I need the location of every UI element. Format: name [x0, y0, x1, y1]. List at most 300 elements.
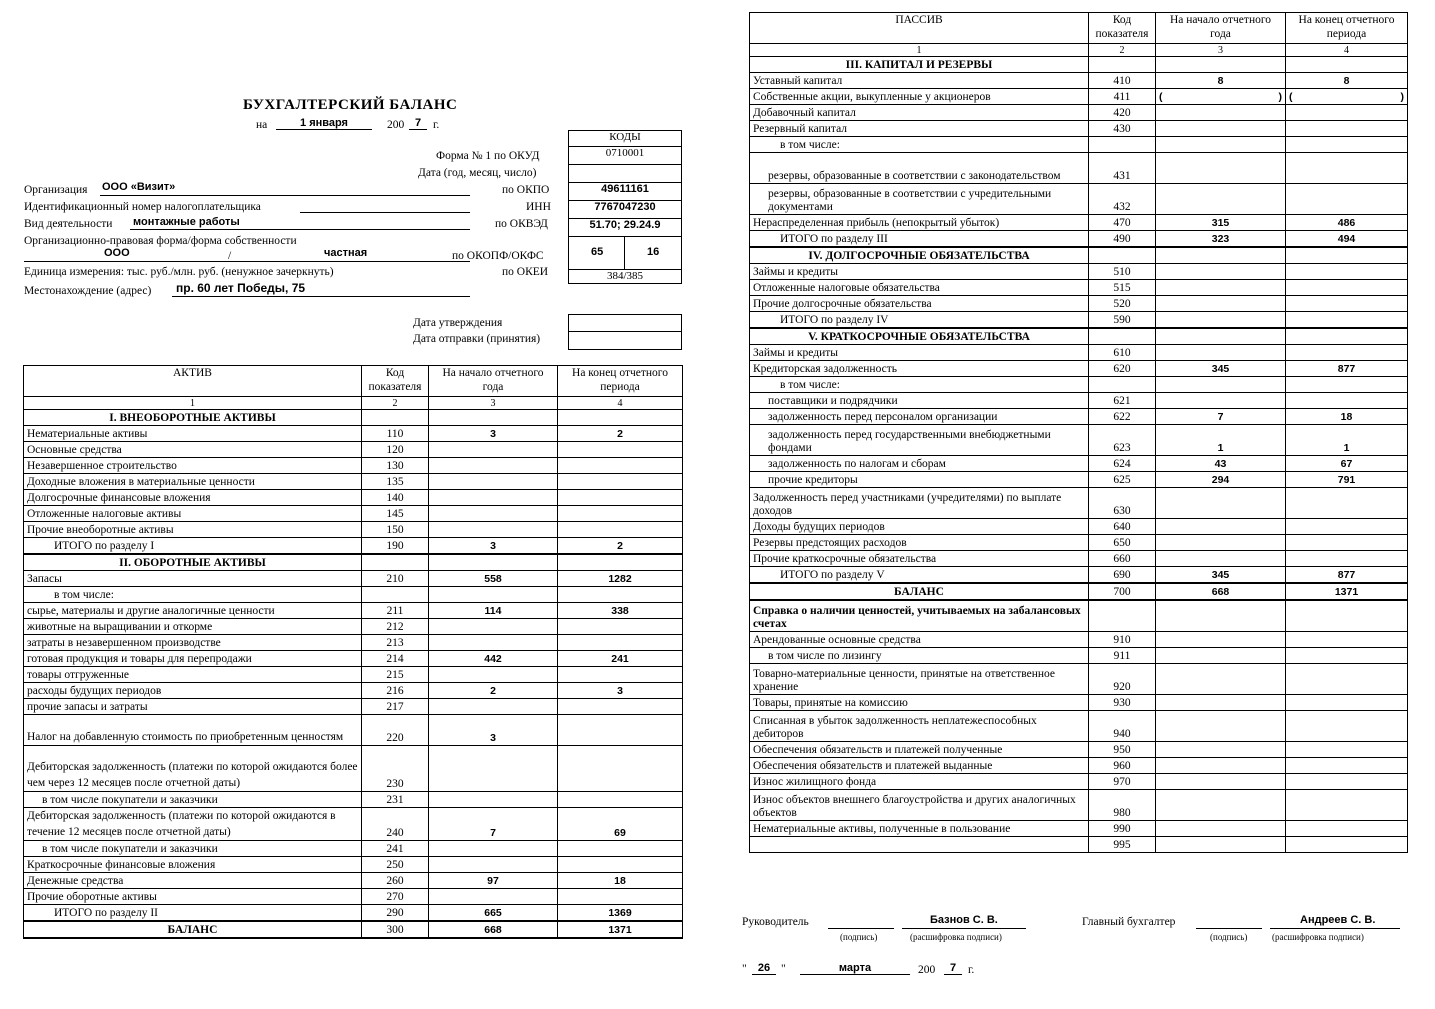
row-value-end: [558, 442, 683, 458]
table-row: [24, 587, 683, 603]
row-value-end: 8: [1286, 73, 1408, 89]
row-value-end: [1286, 345, 1408, 361]
row-code: 120: [362, 442, 429, 458]
row-value-start: [429, 410, 558, 426]
table-row: [24, 746, 683, 792]
row-code: 660: [1089, 551, 1156, 567]
head-sign-line: [828, 928, 894, 929]
okopf-codes: [569, 237, 681, 270]
row-label: Нематериальные активы, полученные в пользование: [750, 821, 1089, 837]
row-label: Обеспечения обязательств и платежей полученные: [750, 742, 1089, 758]
table-row: [24, 458, 683, 474]
row-code: 431: [1089, 153, 1156, 184]
column-header: На конец отчетного периода: [558, 366, 683, 397]
chief-label: Главный бухгалтер: [1082, 916, 1176, 928]
row-value-start: [429, 792, 558, 808]
table-row: [750, 280, 1408, 296]
row-code: 520: [1089, 296, 1156, 312]
row-code: 590: [1089, 312, 1156, 329]
date-label: Дата (год, месяц, число): [418, 167, 537, 179]
table-row: [24, 490, 683, 506]
row-code: 430: [1089, 121, 1156, 137]
table-row: [750, 837, 1408, 853]
inn-code: 7767047230: [569, 201, 681, 219]
date-prefix: на: [256, 119, 268, 131]
row-value-start: [429, 889, 558, 905]
row-code: 135: [362, 474, 429, 490]
row-code: 220: [362, 715, 429, 746]
column-number: 4: [1286, 44, 1408, 57]
row-value-start: [1156, 312, 1286, 329]
activity-label: Вид деятельности: [24, 218, 113, 230]
row-value-start: 323: [1156, 231, 1286, 248]
row-value-end: 1: [1286, 425, 1408, 456]
row-code: 231: [362, 792, 429, 808]
liability-table: [749, 12, 1408, 853]
row-code: 215: [362, 667, 429, 683]
row-label: БАЛАНС: [750, 583, 1089, 600]
okved-label: по ОКВЭД: [495, 218, 548, 230]
row-value-start: 345: [1156, 361, 1286, 377]
okved-code: 51.70; 29.24.9: [569, 219, 681, 237]
head-label: Руководитель: [742, 916, 809, 928]
row-code: [1089, 600, 1156, 632]
row-value-start: [1156, 393, 1286, 409]
asset-table: [23, 365, 683, 939]
row-code: 911: [1089, 648, 1156, 664]
row-label: Справка о наличии ценностей, учитываемых на забалансовых счетах: [750, 600, 1089, 632]
row-value-end: 338: [558, 603, 683, 619]
row-value-end: [1286, 137, 1408, 153]
row-value-start: [429, 699, 558, 715]
report-year-digit: 7: [409, 117, 427, 130]
row-code: [1089, 377, 1156, 393]
row-value-start: [1156, 377, 1286, 393]
row-value-start: [1156, 57, 1286, 73]
chief-sign-caption: (подпись): [1210, 932, 1248, 942]
row-value-start: 345: [1156, 567, 1286, 584]
row-value-end: [558, 746, 683, 792]
table-row: [24, 554, 683, 571]
row-code: 980: [1089, 790, 1156, 821]
row-value-start: 3: [429, 426, 558, 442]
table-row: [750, 231, 1408, 248]
address-line: [172, 296, 470, 297]
report-year-prefix: 200: [387, 119, 405, 131]
report-date-day: 1 января: [276, 117, 372, 130]
row-code: 411: [1089, 89, 1156, 105]
row-label: Займы и кредиты: [750, 345, 1089, 361]
row-value-start: [1156, 551, 1286, 567]
date-quote-close: ": [781, 963, 786, 975]
column-header: На начало отчетного года: [1156, 13, 1286, 44]
table-row: [24, 683, 683, 699]
row-value-start: 7: [429, 808, 558, 841]
table-row: [750, 519, 1408, 535]
row-value-end: [558, 554, 683, 571]
row-label: ИТОГО по разделу II: [24, 905, 362, 922]
row-value-end: [1286, 742, 1408, 758]
row-value-start: [1156, 121, 1286, 137]
table-row: [750, 312, 1408, 329]
org-line: [100, 195, 470, 196]
row-label: ИТОГО по разделу V: [750, 567, 1089, 584]
row-code: 610: [1089, 345, 1156, 361]
row-value-end: 1369: [558, 905, 683, 922]
row-code: [1089, 247, 1156, 264]
row-value-start: [429, 522, 558, 538]
row-label: Займы и кредиты: [750, 264, 1089, 280]
row-label: в том числе покупатели и заказчики: [24, 841, 362, 857]
table-row: [750, 73, 1408, 89]
row-value-start: [1156, 790, 1286, 821]
row-value-end: [1286, 519, 1408, 535]
table-row: [24, 571, 683, 587]
row-code: 995: [1089, 837, 1156, 853]
row-code: 210: [362, 571, 429, 587]
table-row: [750, 551, 1408, 567]
activity-value: монтажные работы: [133, 216, 240, 228]
column-number: 3: [1156, 44, 1286, 57]
table-row: [750, 328, 1408, 345]
row-code: 621: [1089, 393, 1156, 409]
head-name: Базнов С. В.: [930, 914, 998, 926]
row-label: Добавочный капитал: [750, 105, 1089, 121]
row-label: Отложенные налоговые обязательства: [750, 280, 1089, 296]
row-label: в том числе:: [24, 587, 362, 603]
activity-line: [130, 229, 470, 230]
row-value-start: [429, 490, 558, 506]
row-value-start: 2: [429, 683, 558, 699]
row-value-start: [429, 506, 558, 522]
legal-value-1: ООО: [104, 247, 130, 259]
table-row: [24, 426, 683, 442]
row-label: задолженность перед государственными внебюджетными фондами: [750, 425, 1089, 456]
row-value-end: 2: [558, 538, 683, 555]
row-value-start: [429, 442, 558, 458]
row-label: прочие кредиторы: [750, 472, 1089, 488]
table-row: [750, 488, 1408, 519]
table-row: [750, 583, 1408, 600]
column-header: ПАССИВ: [750, 13, 1089, 44]
row-value-end: [558, 490, 683, 506]
approve-label: Дата утверждения: [413, 317, 503, 329]
table-row: [750, 247, 1408, 264]
row-value-start: [1156, 695, 1286, 711]
row-value-start: [429, 619, 558, 635]
legal-line: [24, 261, 470, 262]
row-value-start: 294: [1156, 472, 1286, 488]
row-value-start: [429, 635, 558, 651]
row-value-end: [1286, 535, 1408, 551]
table-row: [750, 215, 1408, 231]
row-label: Доходные вложения в материальные ценности: [24, 474, 362, 490]
table-row: [750, 774, 1408, 790]
row-value-start: [1156, 600, 1286, 632]
row-code: 110: [362, 426, 429, 442]
table-row: [750, 409, 1408, 425]
row-code: 930: [1089, 695, 1156, 711]
row-value-start: [1156, 742, 1286, 758]
row-value-start: [429, 667, 558, 683]
row-value-start: [429, 554, 558, 571]
row-code: 700: [1089, 583, 1156, 600]
table-row: [750, 758, 1408, 774]
row-code: 622: [1089, 409, 1156, 425]
row-code: 241: [362, 841, 429, 857]
row-value-end: 791: [1286, 472, 1408, 488]
table-row: [24, 889, 683, 905]
row-value-end: [1286, 393, 1408, 409]
column-header: Код показателя: [1089, 13, 1156, 44]
sign-year-digit: 7: [944, 962, 962, 975]
row-label: Запасы: [24, 571, 362, 587]
row-code: [362, 587, 429, 603]
row-value-end: [558, 857, 683, 873]
chief-name: Андреев С. В.: [1300, 914, 1376, 926]
row-code: [1089, 137, 1156, 153]
row-value-end: [1286, 551, 1408, 567]
row-label: Долгосрочные финансовые вложения: [24, 490, 362, 506]
row-value-end: [558, 715, 683, 746]
column-header: На начало отчетного года: [429, 366, 558, 397]
row-value-end: [1286, 57, 1408, 73]
table-row: [750, 472, 1408, 488]
row-value-start: [1156, 758, 1286, 774]
paren-close: ): [1278, 91, 1282, 103]
row-value-end: [1286, 488, 1408, 519]
row-code: 920: [1089, 664, 1156, 695]
row-value-end: 877: [1286, 361, 1408, 377]
row-value-start: [1156, 519, 1286, 535]
row-code: 270: [362, 889, 429, 905]
row-label: III. КАПИТАЛ И РЕЗЕРВЫ: [750, 57, 1089, 73]
row-code: 515: [1089, 280, 1156, 296]
row-value-start: 668: [1156, 583, 1286, 600]
row-code: 432: [1089, 184, 1156, 215]
row-code: 510: [1089, 264, 1156, 280]
okud-code: 0710001: [569, 147, 681, 165]
row-value-end: [558, 699, 683, 715]
row-label: Товарно-материальные ценности, принятые на ответственное хранение: [750, 664, 1089, 695]
row-code: 214: [362, 651, 429, 667]
doc-title: БУХГАЛТЕРСКИЙ БАЛАНС: [243, 97, 458, 113]
column-number: 2: [1089, 44, 1156, 57]
column-header: На конец отчетного периода: [1286, 13, 1408, 44]
row-value-start: 3: [429, 715, 558, 746]
row-label: ИТОГО по разделу I: [24, 538, 362, 555]
column-number: 1: [750, 44, 1089, 57]
row-value-start: [1156, 648, 1286, 664]
row-label: Основные средства: [24, 442, 362, 458]
table-row: [750, 711, 1408, 742]
row-value-end: [1286, 711, 1408, 742]
row-label: Нематериальные активы: [24, 426, 362, 442]
row-label: Списанная в убыток задолженность неплатежеспособных дебиторов: [750, 711, 1089, 742]
row-value-end: [558, 667, 683, 683]
row-code: 623: [1089, 425, 1156, 456]
row-label: Собственные акции, выкупленные у акционеров: [750, 89, 1089, 105]
row-value-start: [1156, 137, 1286, 153]
row-value-end: [1286, 648, 1408, 664]
row-value-end: [1286, 664, 1408, 695]
row-code: 211: [362, 603, 429, 619]
row-value-end: [558, 458, 683, 474]
row-label: Арендованные основные средства: [750, 632, 1089, 648]
row-value-end: 67: [1286, 456, 1408, 472]
okopf-divider: [624, 237, 625, 269]
row-value-end: [1286, 774, 1408, 790]
row-code: [1089, 57, 1156, 73]
row-code: 990: [1089, 821, 1156, 837]
row-value-start: [1156, 247, 1286, 264]
table-row: [750, 393, 1408, 409]
row-label: Отложенные налоговые активы: [24, 506, 362, 522]
column-header: Код показателя: [362, 366, 429, 397]
table-row: [24, 410, 683, 426]
row-label: ИТОГО по разделу III: [750, 231, 1089, 248]
row-label: в том числе по лизингу: [750, 648, 1089, 664]
row-value-end: [1286, 247, 1408, 264]
table-row: [750, 425, 1408, 456]
table-row: [750, 184, 1408, 215]
row-value-start: [429, 857, 558, 873]
table-row: [750, 121, 1408, 137]
okei-label: по ОКЕИ: [502, 266, 549, 278]
row-value-end: [558, 587, 683, 603]
row-label: в том числе:: [750, 377, 1089, 393]
row-value-end: 3: [558, 683, 683, 699]
row-code: 910: [1089, 632, 1156, 648]
row-label: Кредиторская задолженность: [750, 361, 1089, 377]
row-code: 140: [362, 490, 429, 506]
date-quote-open: ": [742, 963, 747, 975]
column-number: 2: [362, 397, 429, 410]
row-value-end: 1371: [558, 921, 683, 938]
row-value-start: [1156, 280, 1286, 296]
row-code: [1089, 328, 1156, 345]
row-code: 420: [1089, 105, 1156, 121]
table-row: [750, 345, 1408, 361]
row-code: 213: [362, 635, 429, 651]
row-label: расходы будущих периодов: [24, 683, 362, 699]
okfs-code: 16: [647, 246, 660, 258]
row-value-end: [558, 841, 683, 857]
okopf-code: 65: [591, 246, 604, 258]
row-code: [362, 410, 429, 426]
row-value-start: 97: [429, 873, 558, 889]
row-label: Износ жилищного фонда: [750, 774, 1089, 790]
row-value-end: [558, 522, 683, 538]
table-row: [24, 699, 683, 715]
table-number-row: [24, 397, 683, 410]
row-value-end: [1286, 184, 1408, 215]
inn-label: Идентификационный номер налогоплательщика: [24, 201, 261, 213]
row-code: 260: [362, 873, 429, 889]
table-row: [750, 535, 1408, 551]
row-code: 650: [1089, 535, 1156, 551]
table-row: [24, 603, 683, 619]
row-code: 145: [362, 506, 429, 522]
table-row: [750, 57, 1408, 73]
codes-box: [568, 130, 682, 284]
chief-name-line: [1270, 928, 1400, 929]
column-number: 4: [558, 397, 683, 410]
row-value-end: 18: [1286, 409, 1408, 425]
report-year-suffix: г.: [433, 119, 440, 131]
row-code: 300: [362, 921, 429, 938]
row-value-end: [1286, 632, 1408, 648]
row-label: Резервный капитал: [750, 121, 1089, 137]
row-value-end: [1286, 312, 1408, 329]
row-label: животные на выращивании и откорме: [24, 619, 362, 635]
table-header-row: [24, 366, 683, 397]
row-label: ИТОГО по разделу IV: [750, 312, 1089, 329]
row-value-start: [1156, 837, 1286, 853]
column-number: 1: [24, 397, 362, 410]
table-row: [24, 873, 683, 889]
row-code: 970: [1089, 774, 1156, 790]
row-value-end: [1286, 121, 1408, 137]
row-code: 150: [362, 522, 429, 538]
table-header-row: [750, 13, 1408, 44]
okpo-label: по ОКПО: [502, 184, 550, 196]
approve-box-divider: [569, 315, 681, 332]
row-value-start: 43: [1156, 456, 1286, 472]
row-label: затраты в незавершенном производстве: [24, 635, 362, 651]
row-label: [750, 837, 1089, 853]
inn-line: [300, 212, 470, 213]
row-code: 217: [362, 699, 429, 715]
row-value-end: [1286, 328, 1408, 345]
row-value-start: 3: [429, 538, 558, 555]
table-row: [24, 841, 683, 857]
table-row: [24, 522, 683, 538]
row-value-end: [1286, 821, 1408, 837]
table-row: [24, 506, 683, 522]
row-label: Задолженность перед участниками (учредителями) по выплате доходов: [750, 488, 1089, 519]
row-value-end: [1286, 296, 1408, 312]
row-label: Износ объектов внешнего благоустройства и других аналогичных объектов: [750, 790, 1089, 821]
row-label: Прочие оборотные активы: [24, 889, 362, 905]
table-row: [24, 905, 683, 922]
table-row: [750, 821, 1408, 837]
row-value-start: 1: [1156, 425, 1286, 456]
row-label: Денежные средства: [24, 873, 362, 889]
row-code: 950: [1089, 742, 1156, 758]
unit-label: Единица измерения: тыс. руб./млн. руб. (ненужное зачеркнуть): [24, 266, 334, 278]
row-label: Налог на добавленную стоимость по приобретенным ценностям: [24, 715, 362, 746]
row-label: Прочие внеоборотные активы: [24, 522, 362, 538]
row-value-end: [558, 474, 683, 490]
row-label: резервы, образованные в соответствии с учредительными документами: [750, 184, 1089, 215]
date-code: [569, 165, 681, 183]
row-label: Прочие долгосрочные обязательства: [750, 296, 1089, 312]
legal-slash: /: [228, 250, 232, 262]
row-code: 960: [1089, 758, 1156, 774]
table-row: [24, 474, 683, 490]
table-row: [750, 361, 1408, 377]
row-value-end: [1286, 280, 1408, 296]
row-label: Прочие краткосрочные обязательства: [750, 551, 1089, 567]
row-label: готовая продукция и товары для перепродажи: [24, 651, 362, 667]
row-value-end: [558, 619, 683, 635]
row-label: Резервы предстоящих расходов: [750, 535, 1089, 551]
row-value-start: [1156, 664, 1286, 695]
row-value-start: 114: [429, 603, 558, 619]
table-row: [24, 715, 683, 746]
row-code: 630: [1089, 488, 1156, 519]
